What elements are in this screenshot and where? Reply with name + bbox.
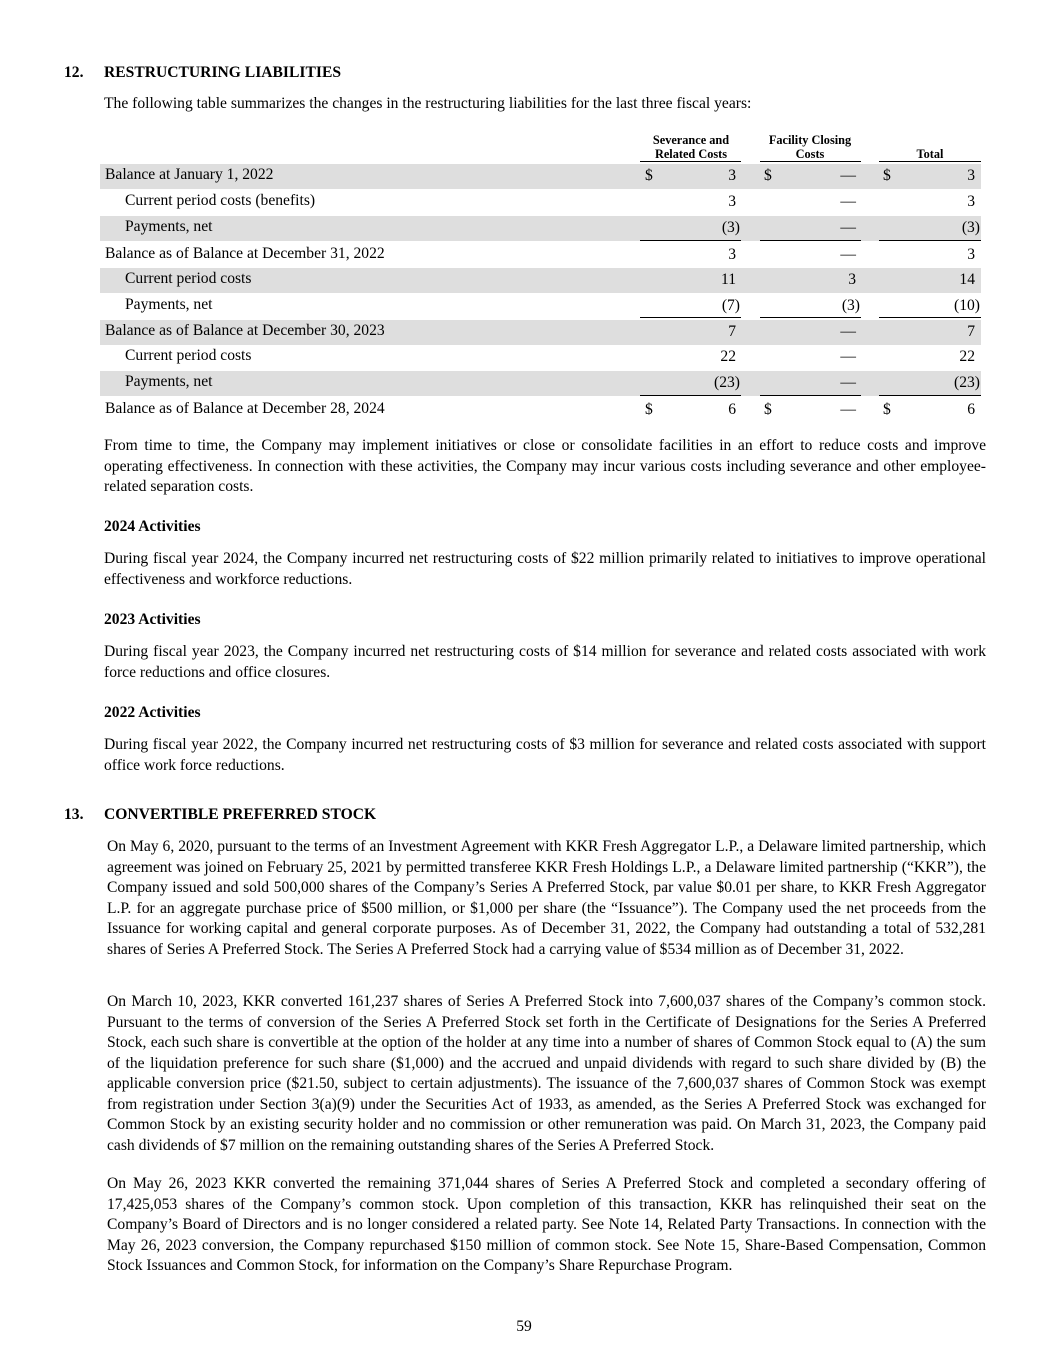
subtotal-rule bbox=[640, 317, 741, 318]
row-label: Payments, net bbox=[125, 373, 213, 390]
section-12-heading bbox=[64, 64, 341, 82]
paragraph-2024: During fiscal year 2024, the Company incurred net restructuring costs of $22 million primarily related to initiatives to improve operational effectiveness and workforce reductions. bbox=[104, 550, 986, 588]
col-header-total: Total bbox=[916, 147, 944, 161]
section-title: CONVERTIBLE PREFERRED STOCK bbox=[104, 806, 377, 823]
row-label: Balance as of Balance at December 31, 2022 bbox=[105, 245, 385, 262]
severance-value: (3) bbox=[721, 219, 740, 236]
dollar-sign: $ bbox=[883, 401, 891, 418]
facility-value: — bbox=[840, 193, 856, 210]
section-13-heading bbox=[64, 806, 376, 824]
paragraph-2023: During fiscal year 2023, the Company incurred net restructuring costs of $14 million for severance and related costs associated with work force reductions and office closures. bbox=[104, 643, 986, 681]
severance-value: 11 bbox=[720, 271, 736, 288]
table-intro: The following table summarizes the changes in the restructuring liabilities for the last three fiscal years: bbox=[104, 95, 752, 112]
subtotal-rule bbox=[640, 240, 741, 241]
dollar-sign: $ bbox=[883, 167, 891, 184]
facility-value: — bbox=[840, 323, 856, 340]
section-number: 12. bbox=[64, 64, 84, 81]
table-row bbox=[100, 371, 981, 396]
col-header-severance: Severance and Related Costs bbox=[652, 133, 730, 161]
severance-value: (7) bbox=[721, 297, 740, 314]
severance-value: 3 bbox=[728, 167, 736, 184]
row-label: Current period costs (benefits) bbox=[125, 192, 316, 209]
section-title: RESTRUCTURING LIABILITIES bbox=[104, 64, 342, 81]
total-value: 22 bbox=[959, 348, 975, 365]
facility-value: (3) bbox=[841, 297, 860, 314]
preferred-stock-paragraph-3: On May 26, 2023 KKR converted the remaining 371,044 shares of Series A Preferred Stock and completed a secondary offering of 17,425,053 shares of the Company’s common stock. Upon completion of this transaction, KKR has relinquished their seat on the Company’s Board of Directors and is no longer considered a related party. See Note 14, Related Party Transactions. In connection with the May 26, 2023 conversion, the Company repurchased $150 million of common stock. See Note 15, Share-Based Compensation, Common Stock Issuances and Common Stock, for information on the Company’s Share Repurchase Program. bbox=[107, 1175, 986, 1274]
table-row bbox=[100, 164, 981, 189]
subtotal-rule bbox=[760, 395, 861, 396]
row-label: Current period costs bbox=[125, 347, 252, 364]
severance-value: 6 bbox=[728, 401, 736, 418]
section-number: 13. bbox=[64, 806, 84, 823]
facility-value: — bbox=[840, 348, 856, 365]
severance-value: 22 bbox=[720, 348, 736, 365]
dollar-sign: $ bbox=[764, 401, 772, 418]
row-label: Payments, net bbox=[125, 218, 213, 235]
total-value: 3 bbox=[967, 246, 975, 263]
table-row bbox=[100, 294, 981, 319]
row-label: Balance at January 1, 2022 bbox=[105, 166, 274, 183]
header-rule bbox=[760, 161, 861, 162]
row-label: Balance as of Balance at December 30, 2023 bbox=[105, 322, 385, 339]
severance-value: (23) bbox=[714, 374, 740, 391]
severance-value: 3 bbox=[728, 246, 736, 263]
table-row bbox=[100, 243, 981, 268]
row-label: Payments, net bbox=[125, 296, 213, 313]
total-value: 3 bbox=[967, 193, 975, 210]
table-row bbox=[100, 268, 981, 293]
dollar-sign: $ bbox=[645, 401, 653, 418]
subheading-2023: 2023 Activities bbox=[104, 611, 201, 628]
table-row bbox=[100, 216, 981, 241]
row-label: Balance as of Balance at December 28, 2024 bbox=[105, 400, 385, 417]
header-rule bbox=[640, 161, 741, 162]
dollar-sign: $ bbox=[645, 167, 653, 184]
subheading-2024: 2024 Activities bbox=[104, 518, 201, 535]
table-row bbox=[100, 320, 981, 345]
subtotal-rule bbox=[879, 317, 981, 318]
col-header-facility: Facility Closing Costs bbox=[768, 133, 852, 161]
row-label: Current period costs bbox=[125, 270, 252, 287]
total-value: 3 bbox=[967, 167, 975, 184]
subtotal-rule bbox=[879, 240, 981, 241]
table-row bbox=[100, 190, 981, 215]
subtotal-rule bbox=[760, 317, 861, 318]
dollar-sign: $ bbox=[764, 167, 772, 184]
header-rule bbox=[879, 161, 981, 162]
total-value: 7 bbox=[967, 323, 975, 340]
subheading-2022: 2022 Activities bbox=[104, 704, 201, 721]
facility-value: — bbox=[840, 167, 856, 184]
paragraph-2022: During fiscal year 2022, the Company incurred net restructuring costs of $3 million for severance and related costs associated with support office work force reductions. bbox=[104, 736, 986, 774]
total-value: 6 bbox=[967, 401, 975, 418]
facility-value: — bbox=[840, 401, 856, 418]
total-value: (10) bbox=[954, 297, 980, 314]
subtotal-rule bbox=[879, 395, 981, 396]
preferred-stock-paragraph-2: On March 10, 2023, KKR converted 161,237 shares of Series A Preferred Stock into 7,600,037 shares of the Company’s common stock. Pursuant to the terms of conversion of the Series A Preferred Stock set forth in the Certificate of Designations for the Series A Preferred Stock, each such share is convertible at the option of the holder at any time into a number of shares of Common Stock equal to (A) the sum of the liquidation preference for such share ($1,000) and the accrued and unpaid dividends with regard to such share divided by (B) the applicable conversion price ($21.50, subject to certain adjustments). The issuance of the 7,600,037 shares of Common Stock was exempt from registration under Section 3(a)(9) under the Securities Act of 1933, as amended, as the Series A Preferred Stock was exchanged for Common Stock by an existing security holder and no commission or other remuneration was paid. On March 31, 2023, the Company paid cash dividends of $7 million on the remaining outstanding shares of the Series A Preferred Stock. bbox=[107, 993, 986, 1154]
total-value: (23) bbox=[954, 374, 980, 391]
severance-value: 7 bbox=[728, 323, 736, 340]
facility-value: 3 bbox=[848, 271, 856, 288]
total-value: 14 bbox=[959, 271, 975, 288]
restructuring-paragraph: From time to time, the Company may implement initiatives or close or consolidate facilities in an effort to reduce costs and improve operating effectiveness. In connection with these activities, the Company may incur various costs including severance and other employee-related separation costs. bbox=[104, 437, 986, 495]
subtotal-rule bbox=[640, 395, 741, 396]
facility-value: — bbox=[840, 219, 856, 236]
facility-value: — bbox=[840, 246, 856, 263]
table-row bbox=[100, 398, 981, 423]
subtotal-rule bbox=[760, 240, 861, 241]
facility-value: — bbox=[840, 374, 856, 391]
page-number: 59 bbox=[516, 1318, 532, 1335]
preferred-stock-paragraph-1: On May 6, 2020, pursuant to the terms of an Investment Agreement with KKR Fresh Aggregator L.P., a Delaware limited partnership, which agreement was joined on February 25, 2021 by permitted transferee KKR Fresh Holdings L.P., a Delaware limited partnership (“KKR”), the Company issued and sold 500,000 shares of the Company’s Series A Preferred Stock, par value $0.01 per share, to KKR Fresh Aggregator L.P. for an aggregate purchase price of $500 million, or $1,000 per share (the “Issuance”). The Company used the net proceeds from the Issuance for working capital and general corporate purposes. As of December 31, 2022, the Company had outstanding a total of 532,281 shares of Series A Preferred Stock. The Series A Preferred Stock had a carrying value of $534 million as of December 31, 2022. bbox=[107, 838, 986, 958]
table-row bbox=[100, 345, 981, 370]
severance-value: 3 bbox=[728, 193, 736, 210]
total-value: (3) bbox=[961, 219, 980, 236]
